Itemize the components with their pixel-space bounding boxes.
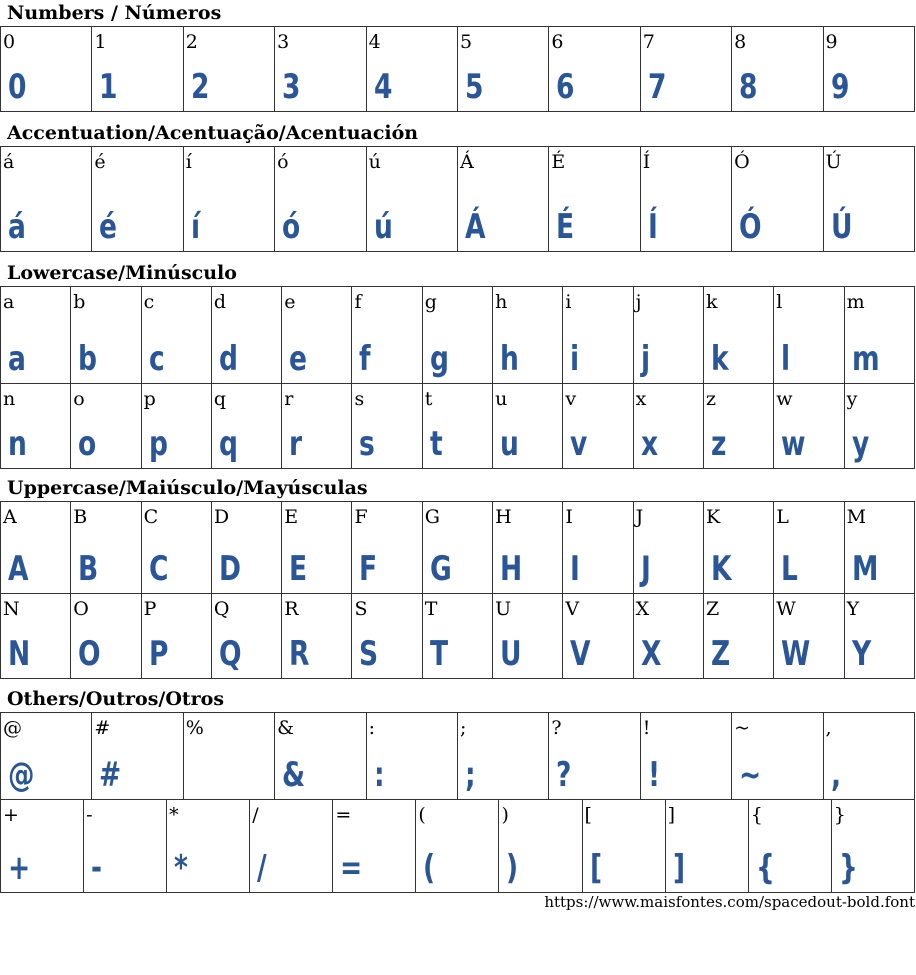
glyph-cell: [352, 287, 422, 384]
glyph-row: [1, 287, 915, 384]
glyph-sample: F: [359, 549, 377, 589]
char-label: e: [284, 291, 296, 313]
glyph-cell: [352, 594, 422, 679]
char-label: 3: [277, 31, 290, 53]
glyph-row: [1, 147, 915, 252]
glyph-cell: [831, 800, 914, 893]
glyph-sample: É: [556, 207, 574, 247]
char-label: b: [73, 291, 86, 313]
glyph-sample: 6: [556, 67, 575, 107]
glyph-cell: [633, 384, 703, 469]
glyph-sample: C: [148, 549, 168, 589]
glyph-sample: N: [8, 634, 30, 674]
glyph-sample: Í: [647, 207, 657, 247]
grid-others-1: [0, 712, 915, 800]
char-label: U: [495, 598, 512, 620]
glyph-sample: y: [851, 424, 869, 464]
glyph-row: [1, 384, 915, 469]
glyph-sample: Ú: [830, 207, 852, 247]
char-label: a: [3, 291, 15, 313]
grid-accents: [0, 146, 915, 252]
glyph-cell: [422, 502, 492, 594]
char-label: =: [335, 804, 352, 826]
glyph-cell: [732, 147, 823, 252]
char-label: y: [846, 388, 858, 410]
glyph-cell: [732, 713, 823, 800]
glyph-cell: [183, 713, 274, 800]
glyph-cell: [71, 502, 141, 594]
glyph-cell: [275, 27, 366, 112]
glyph-sample: /: [257, 848, 267, 888]
glyph-sample: H: [500, 549, 522, 589]
glyph-sample: !: [647, 755, 660, 795]
glyph-sample: q: [218, 424, 238, 464]
glyph-sample: ~: [739, 755, 761, 795]
glyph-sample: ?: [556, 755, 571, 795]
glyph-sample: ): [506, 848, 518, 888]
glyph-cell: [211, 502, 281, 594]
glyph-sample: a: [8, 339, 26, 379]
glyph-cell: [366, 147, 457, 252]
char-label: 2: [185, 31, 198, 53]
glyph-sample: 2: [190, 67, 209, 107]
title-uppercase: Uppercase/Maiúsculo/Mayúsculas: [7, 477, 368, 499]
glyph-cell: [183, 27, 274, 112]
char-label: c: [143, 291, 155, 313]
glyph-cell: [844, 287, 914, 384]
char-label: g: [424, 291, 437, 313]
glyph-cell: [457, 27, 548, 112]
char-label: ;: [459, 717, 467, 739]
glyph-sample: [: [589, 848, 601, 888]
char-label: S: [354, 598, 368, 620]
glyph-sample: O: [78, 634, 101, 674]
char-label: [: [584, 804, 592, 826]
glyph-cell: [366, 27, 457, 112]
glyph-cell: [333, 800, 416, 893]
char-label: /: [252, 804, 259, 826]
glyph-sample: S: [359, 634, 378, 674]
title-lowercase: Lowercase/Minúsculo: [7, 262, 237, 284]
glyph-sample: {: [755, 848, 774, 888]
glyph-sample: d: [218, 339, 238, 379]
char-label: F: [354, 506, 368, 528]
char-label: 4: [368, 31, 381, 53]
glyph-sample: í: [190, 207, 200, 247]
glyph-sample: R: [289, 634, 309, 674]
grid-uppercase: [0, 501, 915, 679]
glyph-sample: 1: [99, 67, 118, 107]
glyph-cell: [563, 384, 633, 469]
glyph-row: [1, 502, 915, 594]
glyph-cell: [84, 800, 167, 893]
glyph-sample: ,: [830, 755, 840, 795]
glyph-sample: c: [148, 339, 164, 379]
glyph-cell: [633, 594, 703, 679]
glyph-row: [1, 713, 915, 800]
glyph-cell: [211, 594, 281, 679]
char-label: ~: [734, 717, 751, 739]
glyph-cell: [703, 287, 773, 384]
glyph-cell: [493, 502, 563, 594]
glyph-cell: [282, 502, 352, 594]
char-label: Í: [642, 151, 651, 173]
glyph-cell: [823, 713, 914, 800]
title-numbers: Numbers / Números: [7, 2, 222, 24]
glyph-cell: [352, 502, 422, 594]
char-label: ): [501, 804, 509, 826]
glyph-cell: [493, 594, 563, 679]
glyph-sample: á: [8, 207, 26, 247]
char-label: I: [565, 506, 573, 528]
glyph-cell: [1, 713, 92, 800]
glyph-sample: i: [570, 339, 579, 379]
glyph-cell: [774, 384, 844, 469]
glyph-sample: x: [640, 424, 658, 464]
char-label: 7: [642, 31, 655, 53]
char-label: k: [705, 291, 718, 313]
glyph-sample: r: [289, 424, 302, 464]
glyph-sample: w: [781, 424, 805, 464]
char-label: G: [424, 506, 440, 528]
title-accents: Accentuation/Acentuação/Acentuación: [7, 122, 419, 144]
glyph-sample: ;: [464, 755, 475, 795]
glyph-sample: m: [851, 339, 879, 379]
glyph-sample: g: [429, 339, 448, 379]
char-label: i: [565, 291, 572, 313]
glyph-sample: P: [148, 634, 168, 674]
glyph-sample: (: [423, 848, 435, 888]
glyph-sample: b: [78, 339, 97, 379]
glyph-sample: @: [8, 755, 34, 795]
char-label: !: [642, 717, 651, 739]
char-label: ó: [277, 151, 289, 173]
char-label: 9: [825, 31, 838, 53]
glyph-sample: o: [78, 424, 96, 464]
glyph-sample: k: [710, 339, 728, 379]
glyph-sample: 4: [373, 67, 392, 107]
glyph-sample: }: [838, 848, 857, 888]
char-label: *: [169, 804, 179, 826]
glyph-sample: #: [99, 755, 121, 795]
glyph-sample: 8: [739, 67, 757, 107]
glyph-sample: v: [570, 424, 587, 464]
char-label: 0: [3, 31, 16, 53]
glyph-cell: [633, 502, 703, 594]
char-label: 5: [459, 31, 473, 53]
char-label: O: [73, 598, 89, 620]
glyph-cell: [582, 800, 665, 893]
glyph-cell: [422, 287, 492, 384]
char-label: h: [495, 291, 508, 313]
glyph-cell: [1, 287, 71, 384]
grid-others-2: [0, 799, 915, 893]
glyph-sample: :: [373, 755, 384, 795]
glyph-sample: l: [781, 339, 790, 379]
glyph-sample: z: [710, 424, 726, 464]
char-label: t: [424, 388, 433, 410]
glyph-sample: =: [340, 848, 362, 888]
char-label: J: [635, 506, 644, 528]
glyph-row: [1, 800, 915, 893]
char-label: s: [354, 388, 365, 410]
glyph-sample: K: [710, 549, 731, 589]
char-label: 6: [551, 31, 564, 53]
glyph-sample: é: [99, 207, 117, 247]
glyph-cell: [457, 713, 548, 800]
glyph-sample: s: [359, 424, 375, 464]
glyph-sample: U: [500, 634, 521, 674]
glyph-cell: [422, 384, 492, 469]
glyph-sample: ]: [672, 848, 684, 888]
char-label: H: [495, 506, 512, 528]
glyph-cell: [1, 384, 71, 469]
glyph-cell: [703, 594, 773, 679]
glyph-cell: [844, 594, 914, 679]
glyph-cell: [493, 287, 563, 384]
glyph-sample: B: [78, 549, 98, 589]
glyph-cell: [1, 502, 71, 594]
glyph-sample: u: [500, 424, 519, 464]
glyph-cell: [563, 287, 633, 384]
glyph-sample: p: [148, 424, 167, 464]
glyph-sample: G: [429, 549, 451, 589]
glyph-sample: Q: [218, 634, 241, 674]
char-label: w: [776, 388, 793, 410]
char-label: %: [185, 717, 204, 739]
glyph-cell: [141, 594, 211, 679]
glyph-cell: [493, 384, 563, 469]
glyph-cell: [703, 384, 773, 469]
glyph-cell: [844, 502, 914, 594]
char-label: x: [635, 388, 647, 410]
title-others: Others/Outros/Otros: [7, 688, 225, 710]
char-label: í: [185, 151, 192, 173]
glyph-sample: W: [781, 634, 810, 674]
char-label: W: [776, 598, 796, 620]
char-label: :: [368, 717, 375, 739]
char-label: -: [86, 804, 93, 826]
glyph-sample: L: [781, 549, 798, 589]
glyph-cell: [282, 594, 352, 679]
char-label: Á: [459, 151, 474, 173]
char-label: B: [73, 506, 88, 528]
glyph-sample: &: [282, 755, 305, 795]
char-label: v: [565, 388, 577, 410]
char-label: D: [213, 506, 230, 528]
glyph-cell: [71, 384, 141, 469]
char-label: é: [94, 151, 106, 173]
glyph-cell: [282, 384, 352, 469]
char-label: f: [354, 291, 362, 313]
glyph-sample: E: [289, 549, 307, 589]
glyph-cell: [366, 713, 457, 800]
glyph-sample: 7: [647, 67, 666, 107]
glyph-cell: [640, 27, 731, 112]
glyph-cell: [774, 502, 844, 594]
glyph-sample: J: [640, 549, 650, 589]
glyph-cell: [141, 384, 211, 469]
glyph-cell: [352, 384, 422, 469]
glyph-sample: T: [429, 634, 448, 674]
glyph-cell: [416, 800, 499, 893]
glyph-cell: [275, 147, 366, 252]
glyph-cell: [1, 147, 92, 252]
char-label: p: [143, 388, 156, 410]
glyph-cell: [499, 800, 582, 893]
glyph-sample: 0: [8, 67, 26, 107]
glyph-cell: [92, 147, 183, 252]
glyph-cell: [1, 800, 84, 893]
char-label: q: [213, 388, 227, 410]
char-label: ,: [825, 717, 832, 739]
char-label: ]: [667, 804, 676, 826]
glyph-cell: [732, 27, 823, 112]
char-label: 8: [734, 31, 747, 53]
glyph-cell: [1, 594, 71, 679]
glyph-cell: [823, 147, 914, 252]
glyph-cell: [563, 594, 633, 679]
glyph-cell: [665, 800, 748, 893]
glyph-cell: [633, 287, 703, 384]
glyph-sample: Y: [851, 634, 870, 674]
char-label: n: [3, 388, 16, 410]
footer-url[interactable]: https://www.maisfontes.com/spacedout-bold.font: [544, 893, 915, 911]
glyph-cell: [282, 287, 352, 384]
glyph-cell: [823, 27, 914, 112]
glyph-cell: [549, 27, 640, 112]
glyph-cell: [183, 147, 274, 252]
glyph-cell: [92, 27, 183, 112]
char-label: V: [565, 598, 580, 620]
char-label: 1: [94, 31, 107, 53]
glyph-sample: f: [359, 339, 371, 379]
glyph-sample: X: [640, 634, 661, 674]
glyph-sample: V: [570, 634, 591, 674]
char-label: C: [143, 506, 159, 528]
char-label: }: [833, 804, 846, 826]
char-label: z: [705, 388, 716, 410]
char-label: Ó: [734, 151, 750, 173]
char-label: Y: [846, 598, 860, 620]
glyph-cell: [457, 147, 548, 252]
glyph-sample: I: [570, 549, 580, 589]
char-label: m: [846, 291, 865, 313]
glyph-cell: [1, 27, 92, 112]
char-label: d: [213, 291, 227, 313]
glyph-cell: [748, 800, 831, 893]
char-label: R: [284, 598, 299, 620]
glyph-cell: [211, 384, 281, 469]
char-label: (: [418, 804, 426, 826]
char-label: @: [3, 717, 22, 739]
glyph-cell: [250, 800, 333, 893]
glyph-cell: [774, 287, 844, 384]
char-label: ú: [368, 151, 381, 173]
char-label: #: [94, 717, 111, 739]
char-label: T: [424, 598, 438, 620]
glyph-sample: -: [91, 848, 102, 888]
glyph-cell: [211, 287, 281, 384]
glyph-sample: h: [500, 339, 519, 379]
glyph-sample: ó: [282, 207, 300, 247]
char-label: L: [776, 506, 789, 528]
glyph-cell: [92, 713, 183, 800]
glyph-sample: D: [218, 549, 241, 589]
grid-numbers: [0, 26, 915, 112]
char-label: j: [635, 291, 642, 313]
char-label: P: [143, 598, 157, 620]
char-label: l: [776, 291, 783, 313]
glyph-sample: 9: [830, 67, 849, 107]
char-label: {: [750, 804, 763, 826]
glyph-sample: Ó: [739, 207, 761, 247]
char-label: ?: [551, 717, 562, 739]
glyph-cell: [844, 384, 914, 469]
glyph-sample: 3: [282, 67, 300, 107]
glyph-sample: Á: [464, 207, 485, 247]
glyph-sample: A: [8, 549, 28, 589]
glyph-row: [1, 594, 915, 679]
char-label: M: [846, 506, 867, 528]
glyph-sample: t: [429, 424, 442, 464]
char-label: Q: [213, 598, 230, 620]
char-label: r: [284, 388, 294, 410]
glyph-cell: [71, 594, 141, 679]
glyph-cell: [71, 287, 141, 384]
glyph-cell: [640, 147, 731, 252]
glyph-cell: [422, 594, 492, 679]
glyph-cell: [774, 594, 844, 679]
char-label: +: [3, 804, 19, 826]
glyph-cell: [275, 713, 366, 800]
char-label: á: [3, 151, 15, 173]
char-label: u: [495, 388, 508, 410]
glyph-cell: [167, 800, 250, 893]
glyph-sample: n: [8, 424, 27, 464]
char-label: A: [3, 506, 17, 528]
glyph-sample: *: [174, 848, 188, 888]
grid-lowercase: [0, 286, 915, 469]
glyph-sample: Z: [710, 634, 730, 674]
glyph-cell: [141, 502, 211, 594]
glyph-cell: [141, 287, 211, 384]
glyph-sample: M: [851, 549, 878, 589]
glyph-sample: ú: [373, 207, 392, 247]
char-label: N: [3, 598, 20, 620]
glyph-cell: [549, 713, 640, 800]
char-label: Ú: [825, 151, 842, 173]
glyph-row: [1, 27, 915, 112]
glyph-sample: e: [289, 339, 307, 379]
char-label: K: [705, 506, 721, 528]
char-label: o: [73, 388, 85, 410]
char-label: É: [551, 151, 566, 173]
char-label: Z: [705, 598, 720, 620]
char-label: E: [284, 506, 299, 528]
glyph-sample: 5: [464, 67, 483, 107]
char-label: X: [635, 598, 650, 620]
glyph-cell: [640, 713, 731, 800]
char-label: &: [277, 717, 295, 739]
glyph-cell: [703, 502, 773, 594]
glyph-sample: +: [8, 848, 30, 888]
glyph-cell: [563, 502, 633, 594]
glyph-sample: j: [640, 339, 649, 379]
glyph-cell: [549, 147, 640, 252]
